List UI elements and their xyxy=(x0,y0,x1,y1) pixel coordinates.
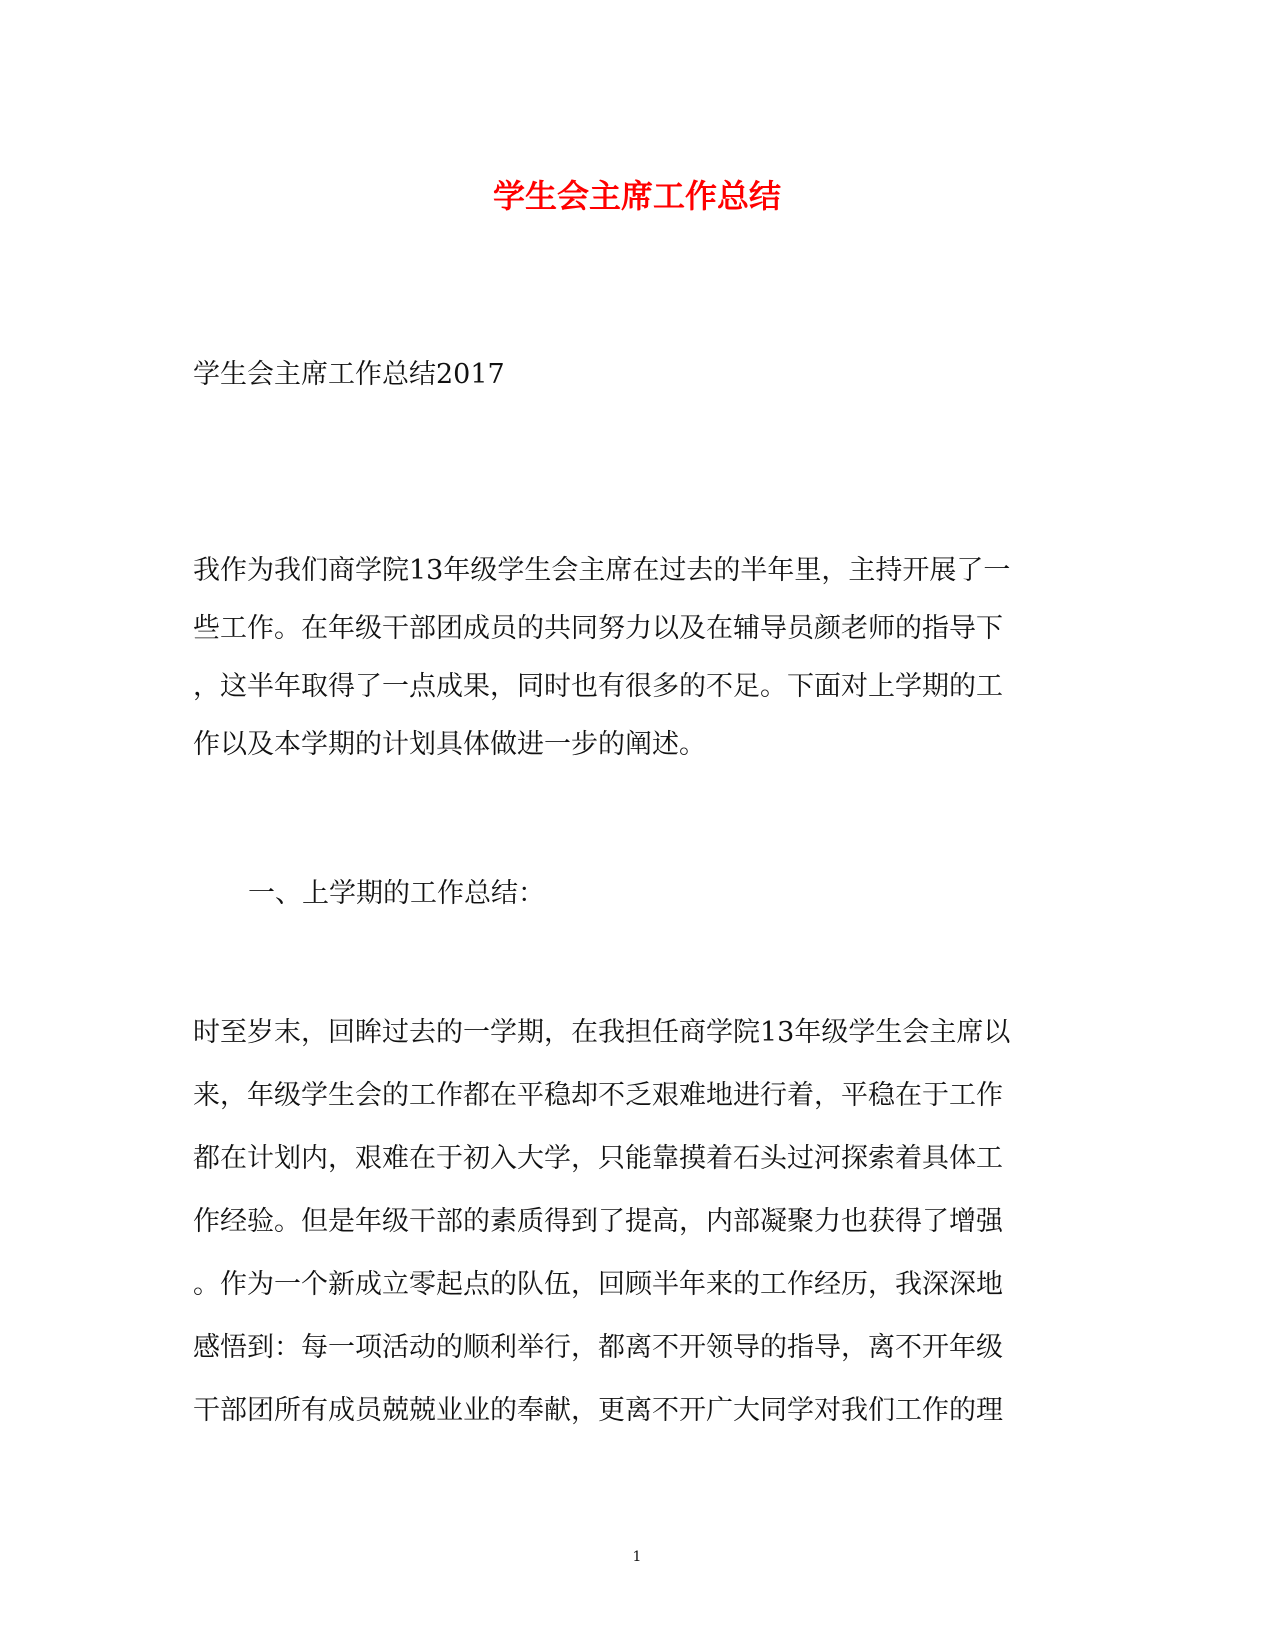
paragraph-line: ，这半年取得了一点成果，同时也有很多的不足。下面对上学期的工 xyxy=(193,671,1003,702)
intro-paragraph xyxy=(193,542,1075,774)
paragraph-line: 都在计划内，艰难在于初入大学，只能靠摸着石头过河探索着具体工 xyxy=(193,1143,1003,1174)
section-heading: 一、上学期的工作总结： xyxy=(248,878,545,909)
summary-paragraph xyxy=(193,1001,1075,1442)
paragraph-line: 干部团所有成员兢兢业业的奉献，更离不开广大同学对我们工作的理 xyxy=(193,1395,1003,1426)
paragraph-line: 作经验。但是年级干部的素质得到了提高，内部凝聚力也获得了增强 xyxy=(193,1206,1003,1237)
paragraph-line: 时至岁末，回眸过去的一学期，在我担任商学院13年级学生会主席以 xyxy=(193,1017,1011,1048)
document-title: 学生会主席工作总结 xyxy=(492,177,781,215)
page-number: 1 xyxy=(632,1549,642,1565)
paragraph-line: 感悟到：每一项活动的顺利举行，都离不开领导的指导，离不开年级 xyxy=(193,1332,1003,1363)
paragraph-line: 。作为一个新成立零起点的队伍，回顾半年来的工作经历，我深深地 xyxy=(193,1269,1003,1300)
paragraph-line: 些工作。在年级干部团成员的共同努力以及在辅导员颜老师的指导下 xyxy=(193,613,1003,644)
paragraph-line: 我作为我们商学院13年级学生会主席在过去的半年里，主持开展了一 xyxy=(193,555,1011,586)
document-subtitle: 学生会主席工作总结2017 xyxy=(193,359,505,390)
paragraph-line: 作以及本学期的计划具体做进一步的阐述。 xyxy=(193,729,706,760)
paragraph-line: 来，年级学生会的工作都在平稳却不乏艰难地进行着，平稳在于工作 xyxy=(193,1080,1003,1111)
